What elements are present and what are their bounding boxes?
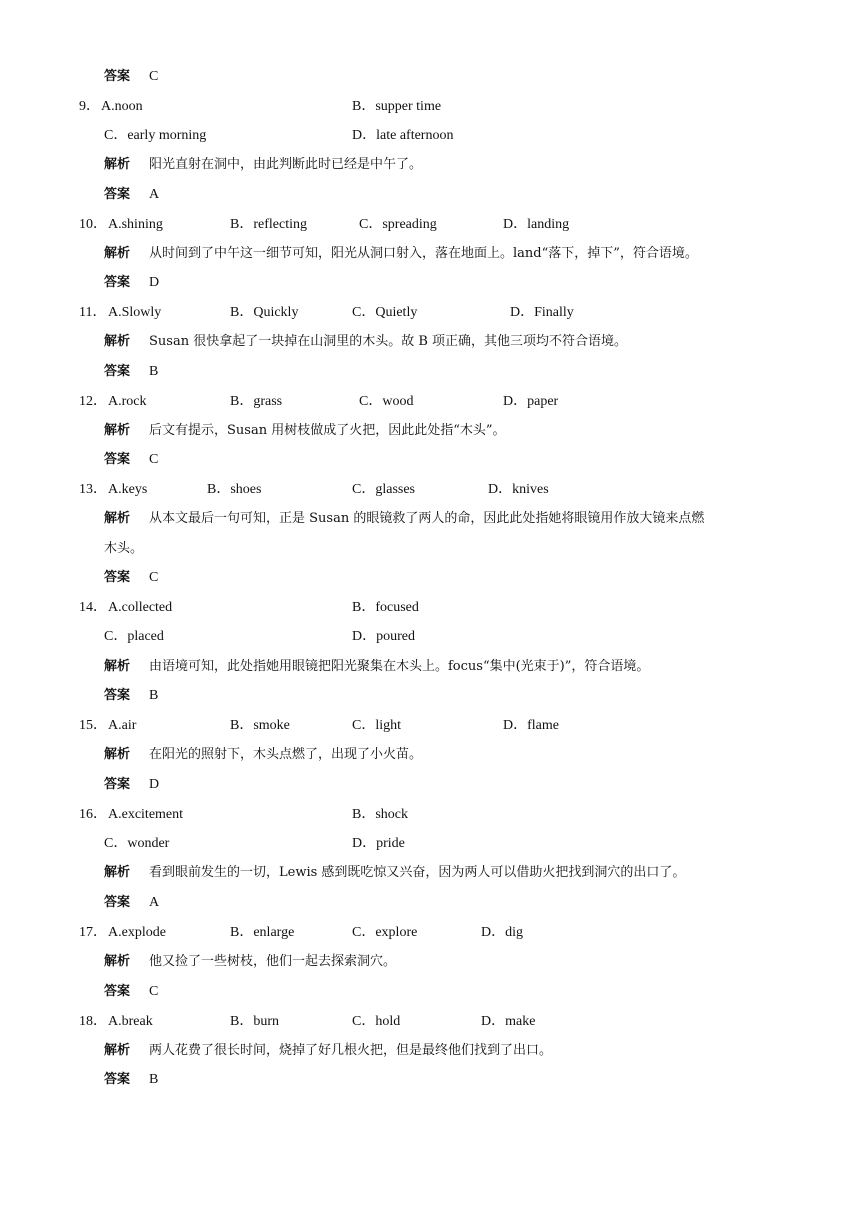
answer-label: 答案 [104,69,131,84]
option-b: B．supper time [352,99,442,114]
option-d: D．pride [352,836,405,851]
option-c: C．spreading [359,217,437,232]
option-c: C．early morning [104,128,207,143]
explanation-line [0,862,860,884]
answer-value: B [149,688,159,703]
explanation-text: 从本文最后一句可知，正是 Susan 的眼镜救了两人的命，因此此处指她将眼镜用作放大镜来点燃 [149,511,705,526]
explanation-line [0,508,860,530]
explanation-continuation [0,538,860,560]
question-number: 13． [79,482,107,497]
answer-value: C [149,69,159,84]
option-d: D．poured [352,629,415,644]
explanation-label: 解析 [104,865,131,880]
option-d: D．landing [503,217,570,232]
option-c: C．glasses [352,482,415,497]
option-a: A.shining [108,217,163,232]
question-14-options-row-2 [0,626,860,648]
answer-label: 答案 [104,275,131,290]
option-a: A.noon [101,99,143,114]
explanation-label: 解析 [104,954,131,969]
answer-value: C [149,570,159,585]
explanation-text: 在阳光的照射下，木头点燃了，出现了小火苗。 [149,747,423,762]
question-number: 10． [79,217,107,232]
question-number: 17． [79,925,107,940]
option-a: A.Slowly [108,305,162,320]
answer-value: A [149,187,160,202]
option-b: B．grass [230,394,283,409]
option-b: B．shock [352,807,408,822]
explanation-label: 解析 [104,511,131,526]
answer-value: D [149,777,160,792]
answer-label: 答案 [104,452,131,467]
question-number: 16． [79,807,107,822]
option-d: D．make [481,1014,536,1029]
question-number: 18． [79,1014,107,1029]
answer-label: 答案 [104,1072,131,1087]
answer-value: D [149,275,160,290]
option-d: D．flame [503,718,559,733]
answer-line [0,685,860,707]
answer-line [0,361,860,383]
explanation-text: 由语境可知，此处指她用眼镜把阳光聚集在木头上。focus“集中(光束于)”，符合语境。 [149,659,650,674]
option-d: D．knives [488,482,549,497]
option-c: C．light [352,718,402,733]
explanation-text: 从时间到了中午这一细节可知，阳光从洞口射入，落在地面上。land“落下，掉下”，符合语境。 [149,246,698,261]
question-15-options [0,715,860,737]
answer-value: C [149,452,159,467]
option-b: B．shoes [207,482,262,497]
option-c: C．placed [104,629,164,644]
question-number: 15． [79,718,107,733]
answer-line [0,892,860,914]
answer-label: 答案 [104,688,131,703]
question-9-options-row-2 [0,125,860,147]
option-c: C．wonder [104,836,170,851]
option-c: C．Quietly [352,305,418,320]
explanation-line [0,1040,860,1062]
question-9-options-row-1 [0,96,860,118]
answer-label: 答案 [104,984,131,999]
answer-label: 答案 [104,364,131,379]
question-14-options-row-1 [0,597,860,619]
option-d: D．Finally [510,305,574,320]
question-18-options [0,1011,860,1033]
explanation-line [0,744,860,766]
answer-label: 答案 [104,895,131,910]
option-a: A.keys [108,482,148,497]
explanation-text: 他又捡了一些树枝，他们一起去探索洞穴。 [149,954,397,969]
answer-label: 答案 [104,570,131,585]
answer-line [0,774,860,796]
explanation-line [0,331,860,353]
option-d: D．late afternoon [352,128,454,143]
option-b: B．reflecting [230,217,307,232]
question-17-options [0,922,860,944]
option-b: B．burn [230,1014,279,1029]
option-d: D．dig [481,925,523,940]
explanation-label: 解析 [104,747,131,762]
question-11-options [0,302,860,324]
answer-value: B [149,1072,159,1087]
answer-value: A [149,895,160,910]
answer-value: C [149,984,159,999]
answer-line [0,567,860,589]
question-13-options [0,479,860,501]
explanation-label: 解析 [104,246,131,261]
option-d: D．paper [503,394,559,409]
answer-label: 答案 [104,777,131,792]
answer-label: 答案 [104,187,131,202]
option-b: B．Quickly [230,305,299,320]
answer-line [0,1069,860,1091]
answer-line [0,66,860,88]
question-12-options [0,391,860,413]
explanation-line [0,154,860,176]
explanation-label: 解析 [104,423,131,438]
option-b: B．enlarge [230,925,295,940]
explanation-text: 看到眼前发生的一切，Lewis 感到既吃惊又兴奋，因为两人可以借助火把找到洞穴的出口了。 [149,865,686,880]
answer-line [0,272,860,294]
explanation-line [0,420,860,442]
explanation-line [0,656,860,678]
option-c: C．hold [352,1014,401,1029]
explanation-text: 后文有提示，Susan 用树枝做成了火把，因此此处指“木头”。 [149,423,506,438]
explanation-label: 解析 [104,157,131,172]
explanation-line [0,243,860,265]
answer-line [0,449,860,471]
question-number: 11． [79,305,107,320]
question-10-options [0,214,860,236]
option-a: A.break [108,1014,153,1029]
answer-line [0,981,860,1003]
question-number: 14． [79,600,107,615]
explanation-text: 两人花费了很长时间，烧掉了好几根火把，但是最终他们找到了出口。 [149,1043,553,1058]
option-b: B．focused [352,600,419,615]
explanation-label: 解析 [104,334,131,349]
explanation-text: 木头。 [104,541,144,556]
explanation-text: 阳光直射在洞中，由此判断此时已经是中午了。 [149,157,423,172]
option-a: A.collected [108,600,173,615]
option-b: B．smoke [230,718,290,733]
option-a: A.rock [108,394,147,409]
explanation-label: 解析 [104,1043,131,1058]
option-a: A.excitement [108,807,184,822]
option-c: C．wood [359,394,414,409]
answer-value: B [149,364,159,379]
question-number: 12． [79,394,107,409]
option-a: A.air [108,718,137,733]
question-number: 9． [79,99,100,114]
option-c: C．explore [352,925,418,940]
option-a: A.explode [108,925,166,940]
question-16-options-row-2 [0,833,860,855]
explanation-text: Susan 很快拿起了一块掉在山洞里的木头。故 B 项正确，其他三项均不符合语境。 [149,334,628,349]
answer-line [0,184,860,206]
question-16-options-row-1 [0,804,860,826]
explanation-label: 解析 [104,659,131,674]
explanation-line [0,951,860,973]
